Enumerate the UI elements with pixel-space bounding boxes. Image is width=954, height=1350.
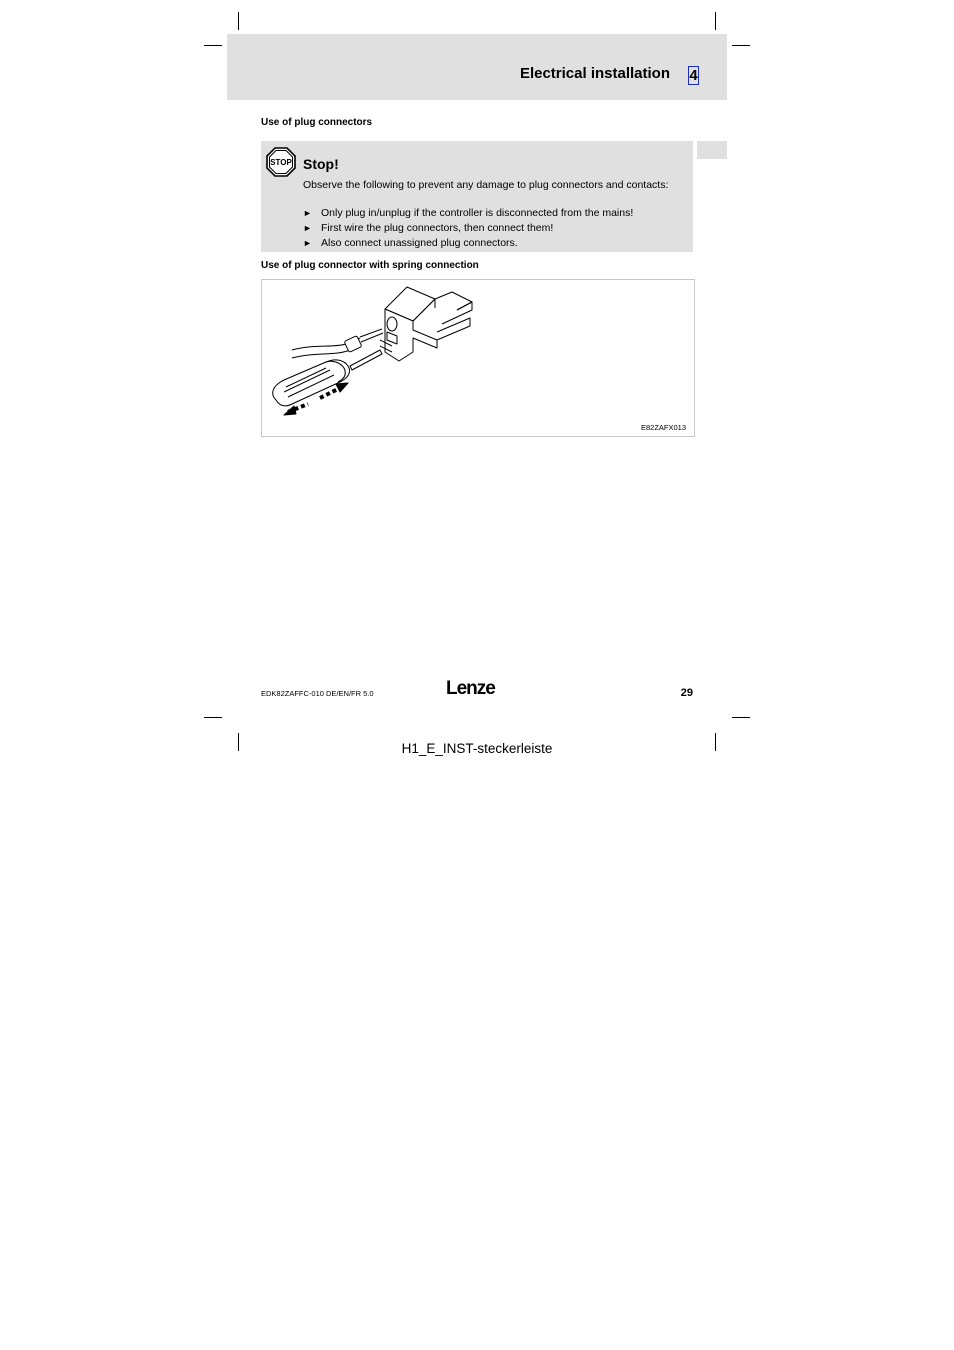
chapter-number[interactable]: 4 [689,67,698,84]
crop-mark [204,717,222,718]
crop-mark [732,45,750,46]
section-heading-plug-connectors: Use of plug connectors [261,117,373,128]
triangle-right-icon: ► [303,238,312,248]
stop-notice [261,141,693,252]
stop-sign-icon [266,147,296,177]
stop-sign-text: STOP [270,158,292,167]
crop-mark [238,12,239,30]
stop-intro: Observe the following to prevent any damage to plug connectors and contacts: [303,179,669,191]
triangle-right-icon: ► [303,208,312,218]
crop-mark [732,717,750,718]
list-item [303,221,633,236]
stop-title: Stop! [303,156,339,172]
figure-code: E82ZAFX013 [640,423,686,432]
crop-mark [204,45,222,46]
file-label: H1_E_INST-steckerleiste [401,741,553,756]
triangle-right-icon: ► [303,223,312,233]
stop-list [303,206,633,251]
page-title: Electrical installation [519,65,670,82]
chapter-side-tab [697,141,727,159]
list-item [303,206,633,221]
page-header [227,34,727,100]
section-heading-spring-connection: Use of plug connector with spring connection [261,260,479,271]
lenze-logo: Lenze [446,678,495,699]
list-item-text: Only plug in/unplug if the controller is disconnected from the mains! [321,207,634,219]
figure-spring-connector [261,279,695,437]
list-item-text: Also connect unassigned plug connectors. [321,237,518,249]
footer-doc-number: EDK82ZAFFC-010 DE/EN/FR 5.0 [261,689,374,698]
spring-connector-illustration [262,280,694,436]
list-item [303,236,633,251]
crop-mark [715,12,716,30]
list-item-text: First wire the plug connectors, then connect them! [321,222,554,234]
page-number: 29 [680,687,693,699]
